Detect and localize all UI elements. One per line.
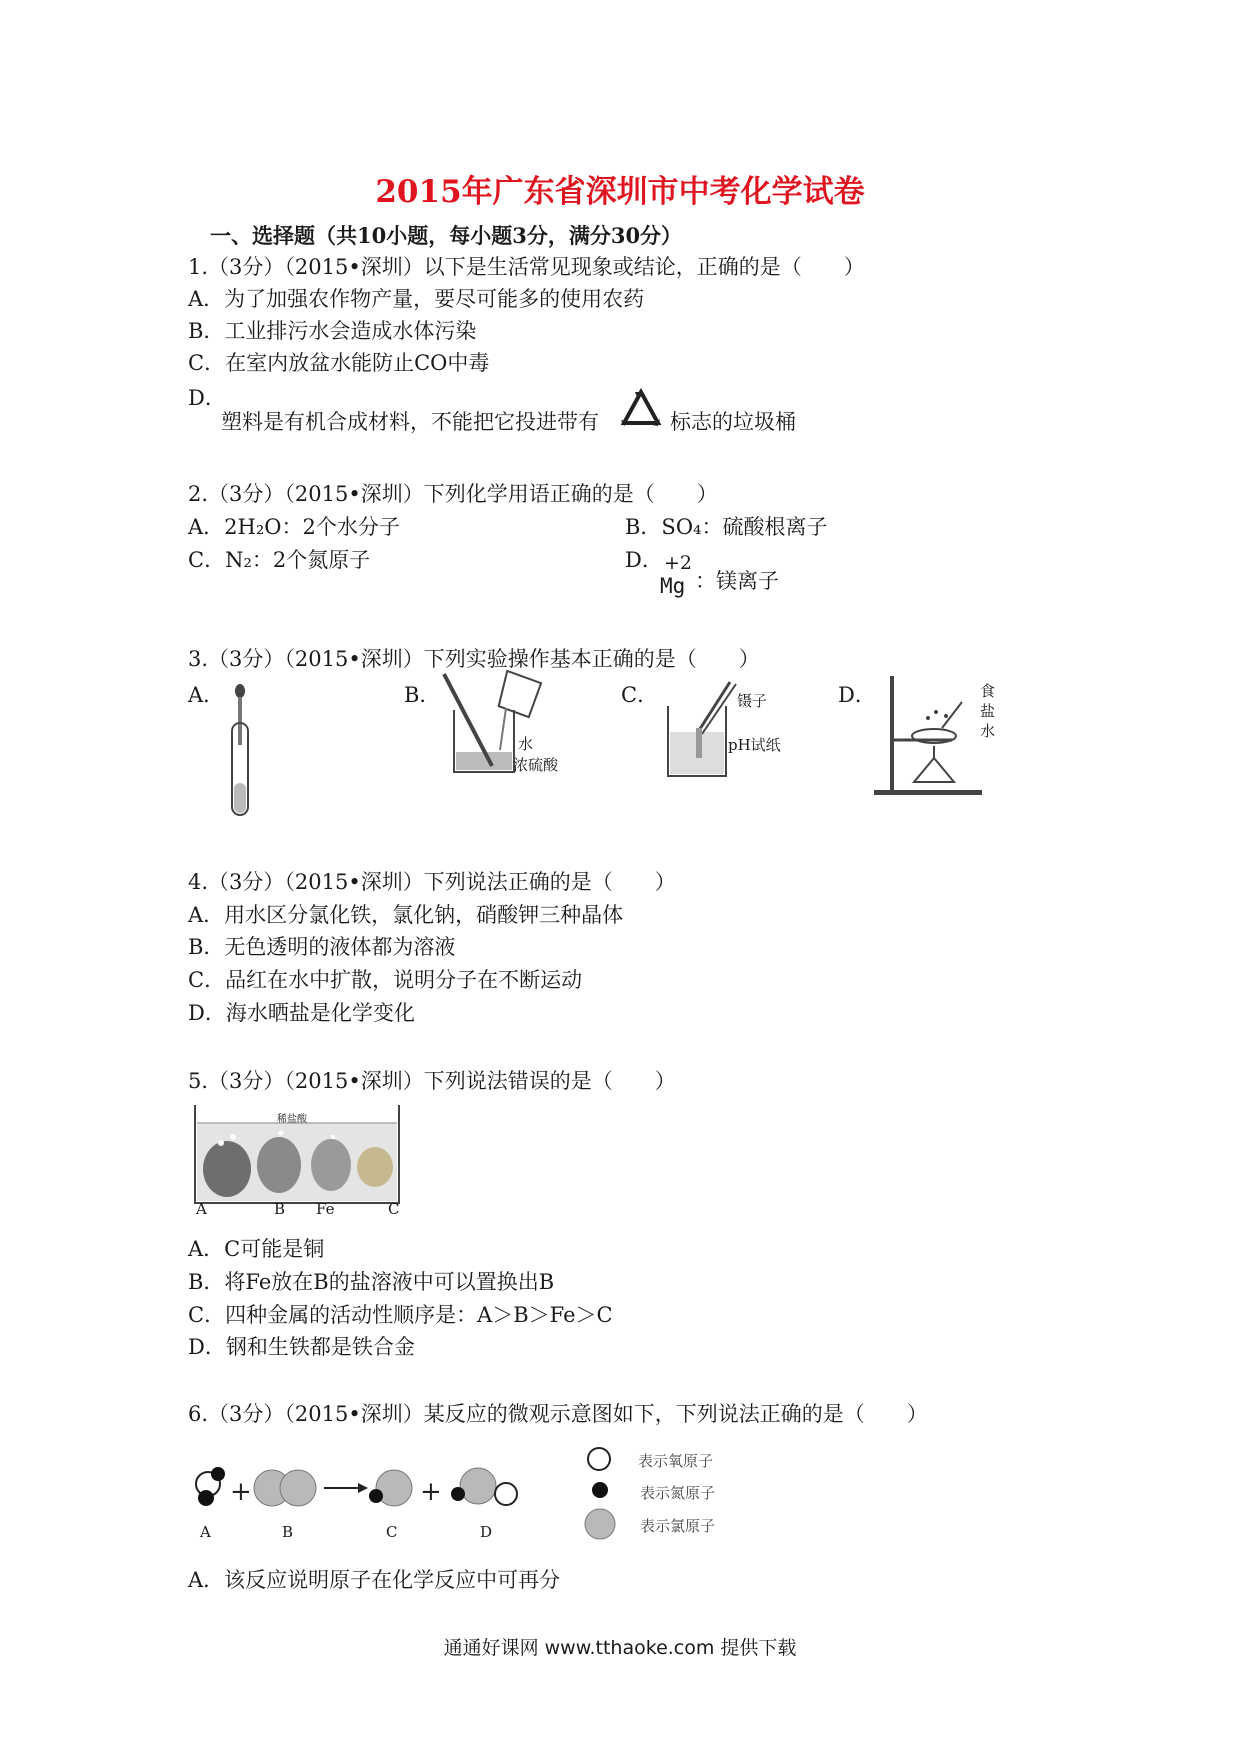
q4-stem: 4.（3分）（2015•深圳）下列说法正确的是（ ） xyxy=(188,870,676,894)
q4-option-d: D．海水晒盐是化学变化 xyxy=(188,1001,415,1025)
q3-c-tweezer-label: 镊子 xyxy=(737,692,768,710)
q2-option-d-symbol: Mg xyxy=(660,574,686,598)
q5-option-a: A．C可能是铜 xyxy=(188,1237,325,1261)
q4-option-a: A．用水区分氯化铁，氯化钠，硝酸钾三种晶体 xyxy=(188,903,624,927)
q2-stem: 2.（3分）（2015•深圳）下列化学用语正确的是（ ） xyxy=(188,482,718,506)
q5-figure-top-label: 稀盐酸 xyxy=(277,1114,307,1125)
footer-source: 通通好课网 www.tthaoke.com 提供下载 xyxy=(443,1637,797,1659)
q6-figure-label-b: B xyxy=(282,1523,294,1541)
evaporation-stand-figure xyxy=(872,672,987,797)
svg-text:+: + xyxy=(420,1477,442,1507)
q1-stem: 1.（3分）（2015•深圳）以下是生活常见现象或结论，正确的是（ ） xyxy=(188,255,865,279)
reaction-diagram xyxy=(190,1458,530,1518)
q5-option-d: D．钢和生铁都是铁合金 xyxy=(188,1335,415,1359)
q3-b-acid-label: 浓硫酸 xyxy=(513,756,559,774)
q5-figure-label-c: C xyxy=(388,1200,400,1218)
section-heading: 一、选择题（共10小题，每小题3分，满分30分） xyxy=(210,223,683,248)
q2-option-c: C．N₂：2个氮原子 xyxy=(188,548,371,572)
q3-option-a-label: A． xyxy=(188,683,225,707)
q2-option-d-label: D． xyxy=(625,548,663,572)
legend-oxygen-atom xyxy=(585,1445,613,1473)
q5-figure-label-fe: Fe xyxy=(316,1200,335,1218)
q4-option-b: B．无色透明的液体都为溶液 xyxy=(188,935,456,959)
q3-d-salt-label-1: 食 xyxy=(980,682,996,700)
q5-figure-label-b: B xyxy=(274,1200,286,1218)
q2-option-d-charge: +2 xyxy=(664,552,693,574)
q3-option-d-label: D． xyxy=(838,683,876,707)
q1-option-b: B．工业排污水会造成水体污染 xyxy=(188,319,477,343)
q2-option-b: B．SO₄：硫酸根离子 xyxy=(625,515,828,539)
q1-option-c: C．在室内放盆水能防止CO中毒 xyxy=(188,351,490,375)
q6-figure-label-c: C xyxy=(386,1523,398,1541)
q3-option-c-label: C． xyxy=(621,683,659,707)
legend-nitrogen-label: 表示氮原子 xyxy=(640,1484,716,1502)
q5-option-b: B．将Fe放在B的盐溶液中可以置换出B xyxy=(188,1270,555,1294)
svg-text:+: + xyxy=(230,1477,252,1507)
q3-stem: 3.（3分）（2015•深圳）下列实验操作基本正确的是（ ） xyxy=(188,647,760,671)
q6-figure-label-d: D xyxy=(480,1523,493,1541)
ph-paper-beaker-figure xyxy=(660,680,740,780)
q5-figure-label-a: A xyxy=(196,1200,207,1218)
legend-chlorine-atom xyxy=(582,1506,618,1542)
q1-option-d-text1: 塑料是有机合成材料，不能把它投进带有 xyxy=(221,410,599,434)
q2-option-d-text: ：镁离子 xyxy=(695,569,779,593)
legend-chlorine-label: 表示氯原子 xyxy=(640,1517,716,1535)
q4-option-c: C．品红在水中扩散，说明分子在不断运动 xyxy=(188,968,583,992)
legend-nitrogen-atom xyxy=(589,1479,611,1501)
page-title: 2015年广东省深圳市中考化学试卷 xyxy=(375,174,865,210)
q3-d-salt-label-3: 水 xyxy=(980,722,996,740)
recycle-icon xyxy=(618,389,664,429)
q5-stem: 5.（3分）（2015•深圳）下列说法错误的是（ ） xyxy=(188,1069,676,1093)
q3-d-salt-label-2: 盐 xyxy=(980,702,996,720)
q3-b-water-label: 水 xyxy=(518,735,534,753)
q6-stem: 6.（3分）（2015•深圳）某反应的微观示意图如下，下列说法正确的是（ ） xyxy=(188,1402,928,1426)
dropper-test-tube-figure xyxy=(225,683,255,818)
q5-option-c: C．四种金属的活动性顺序是：A＞B＞Fe＞C xyxy=(188,1303,613,1327)
q6-figure-label-a: A xyxy=(200,1523,211,1541)
q1-option-a: A．为了加强农作物产量，要尽可能多的使用农药 xyxy=(188,287,645,311)
q2-option-a: A．2H₂O：2个水分子 xyxy=(188,515,400,539)
q6-option-a: A．该反应说明原子在化学反应中可再分 xyxy=(188,1568,561,1592)
q1-option-d-text2: 标志的垃圾桶 xyxy=(670,410,796,434)
q3-option-b-label: B． xyxy=(404,683,441,707)
q1-option-d-label: D． xyxy=(188,386,226,410)
q3-c-paper-label: pH试纸 xyxy=(728,736,781,754)
legend-oxygen-label: 表示氧原子 xyxy=(638,1452,714,1470)
